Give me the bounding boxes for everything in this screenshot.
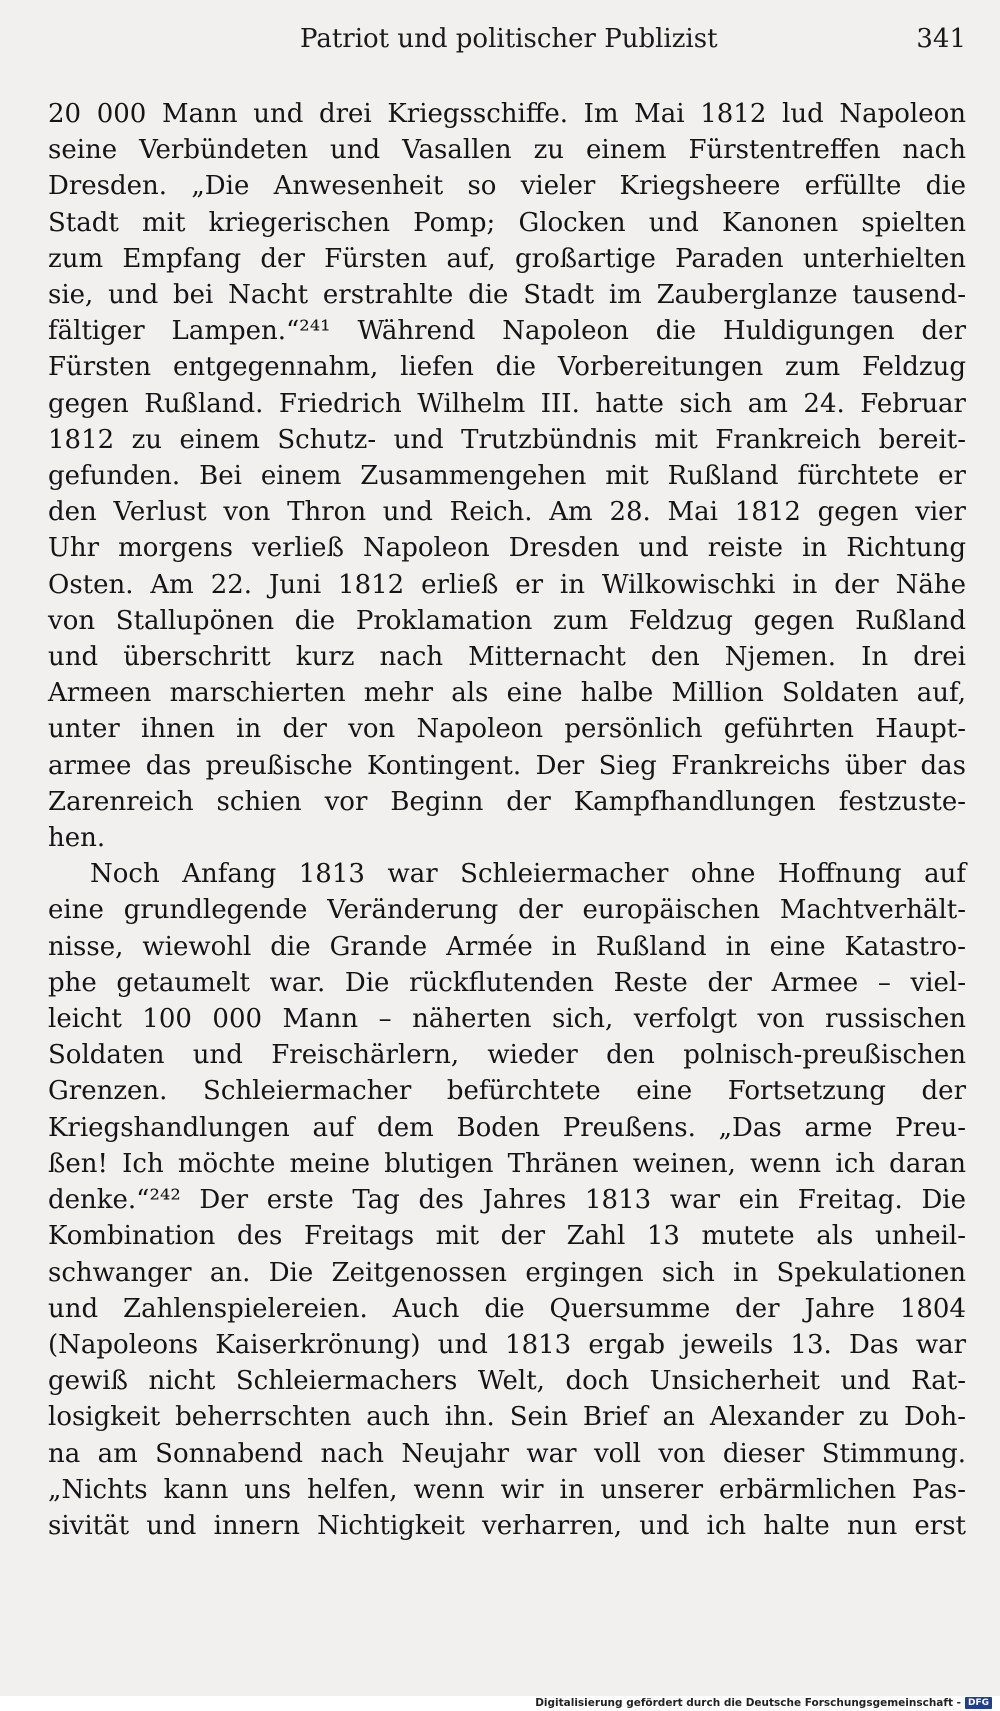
text-line: 20 000 Mann und drei Kriegsschiffe. Im Mai 1812 lud Napoleon — [48, 99, 966, 129]
text-line: und überschritt kurz nach Mitternacht den Njemen. In drei — [48, 642, 966, 673]
text-line: Dresden. „Die Anwesenheit so vieler Kriegsheere erfüllte die — [48, 171, 966, 202]
text-line: Noch Anfang 1813 war Schleiermacher ohne Hoffnung auf — [90, 859, 966, 890]
text-line: seine Verbündeten und Vasallen zu einem Fürstentreffen nach — [48, 135, 966, 166]
text-line: „Nichts kann uns helfen, wenn wir in unserer erbärmlichen Pas- — [48, 1474, 966, 1505]
text-line: phe getaumelt war. Die rückflutenden Reste der Armee – viel- — [48, 967, 966, 998]
text-line: den Verlust von Thron und Reich. Am 28. Mai 1812 gegen vier — [48, 497, 966, 528]
text-line: armee das preußische Kontingent. Der Sieg Frankreichs über das — [48, 750, 966, 781]
text-line: losigkeit beherrschten auch ihn. Sein Brief an Alexander zu Doh- — [48, 1402, 966, 1433]
text-line: Armeen marschierten mehr als eine halbe Million Soldaten auf, — [48, 678, 966, 709]
running-title: Patriot und politischer Publizist — [300, 24, 718, 54]
text-line: und Zahlenspielereien. Auch die Quersumme der Jahre 1804 — [48, 1293, 966, 1324]
body-text — [48, 96, 966, 1544]
text-line: Zarenreich schien vor Beginn der Kampfhandlungen festzuste- — [48, 786, 966, 817]
running-head — [48, 22, 966, 62]
text-line: Osten. Am 22. Juni 1812 erließ er in Wilkowischki in der Nähe — [48, 569, 966, 600]
digitization-footer — [535, 1696, 992, 1709]
text-line: gegen Rußland. Friedrich Wilhelm III. hatte sich am 24. Februar — [48, 388, 966, 419]
text-line: zum Empfang der Fürsten auf, großartige Paraden unterhielten — [48, 243, 966, 274]
text-line: denke.“²⁴² Der erste Tag des Jahres 1813 war ein Freitag. Die — [48, 1185, 966, 1216]
text-line: eine grundlegende Veränderung der europäischen Machtverhält- — [48, 895, 966, 926]
text-line: hen. — [48, 823, 106, 854]
footer-text: Digitalisierung gefördert durch die Deutsche Forschungsgemeinschaft - — [535, 1696, 961, 1709]
text-line: fältiger Lampen.“²⁴¹ Während Napoleon die Huldigungen der — [48, 316, 966, 347]
text-line: Stadt mit kriegerischen Pomp; Glocken und Kanonen spielten — [48, 207, 966, 238]
text-line: leicht 100 000 Mann – näherten sich, verfolgt von russischen — [48, 1004, 966, 1035]
text-line: ßen! Ich möchte meine blutigen Thränen weinen, wenn ich daran — [48, 1148, 966, 1179]
text-line: na am Sonnabend nach Neujahr war voll von dieser Stimmung. — [48, 1438, 966, 1469]
text-line: nisse, wiewohl die Grande Armée in Rußland in eine Katastro- — [48, 931, 966, 962]
text-line: 1812 zu einem Schutz- und Trutzbündnis mit Frankreich bereit- — [48, 424, 966, 455]
text-line: unter ihnen in der von Napoleon persönlich geführten Haupt- — [48, 714, 966, 745]
dfg-logo-icon: DFG — [965, 1697, 992, 1709]
text-line: Fürsten entgegennahm, liefen die Vorbereitungen zum Feldzug — [48, 352, 966, 383]
text-line: (Napoleons Kaiserkrönung) und 1813 ergab jeweils 13. Das war — [48, 1329, 966, 1360]
text-line: sie, und bei Nacht erstrahlte die Stadt im Zauberglanze tausend- — [48, 280, 966, 311]
text-line: Grenzen. Schleiermacher befürchtete eine Fortsetzung der — [48, 1076, 966, 1107]
text-line: gewiß nicht Schleiermachers Welt, doch Unsicherheit und Rat- — [48, 1366, 966, 1397]
text-line: von Stallupönen die Proklamation zum Feldzug gegen Rußland — [48, 605, 966, 636]
text-line: Uhr morgens verließ Napoleon Dresden und reiste in Richtung — [48, 533, 966, 564]
text-line: gefunden. Bei einem Zusammengehen mit Rußland fürchtete er — [48, 461, 966, 492]
text-line: Kombination des Freitags mit der Zahl 13 mutete als unheil- — [48, 1221, 966, 1252]
text-line: schwanger an. Die Zeitgenossen ergingen sich in Spekulationen — [48, 1257, 966, 1288]
text-line: Soldaten und Freischärlern, wieder den polnisch-preußischen — [48, 1040, 966, 1071]
text-line: sivität und innern Nichtigkeit verharren, und ich halte nun erst — [48, 1510, 966, 1541]
page-number: 341 — [916, 24, 966, 54]
text-line: Kriegshandlungen auf dem Boden Preußens. „Das arme Preu- — [48, 1112, 966, 1143]
